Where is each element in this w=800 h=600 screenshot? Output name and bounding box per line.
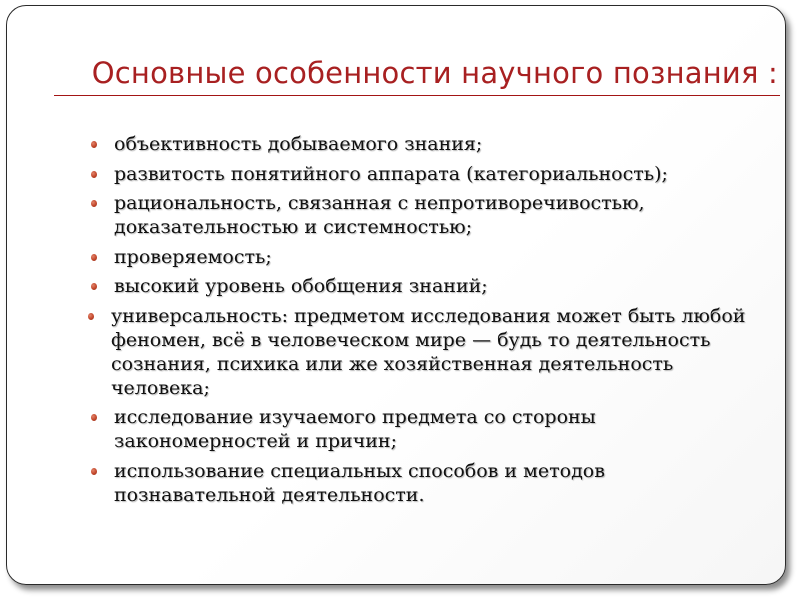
bullet-dot-icon <box>91 141 97 148</box>
bullet-item <box>86 132 776 156</box>
bullet-text: универсальность: предметом исследования может быть любой феномен, всё в человеческом мире — будь то деятельность сознания, психика или же хозяйственная деятельность человека; <box>111 304 746 399</box>
bullet-text: высокий уровень обобщения знаний; <box>114 275 488 297</box>
bullet-item <box>86 304 776 400</box>
slide-title: Основные особенности научного познания : <box>91 56 778 90</box>
bullet-dot-icon <box>91 254 97 261</box>
bullet-item <box>86 245 776 269</box>
bullet-dot-icon <box>91 468 97 475</box>
bullet-text: проверяемость; <box>114 245 272 268</box>
bullet-text: объективность добываемого знания; <box>114 133 483 155</box>
bullet-list <box>86 132 776 512</box>
bullet-text: развитость понятийного аппарата (категориальность); <box>114 162 668 185</box>
bullet-text: использование специальных способов и методов познавательной деятельности. <box>114 459 605 506</box>
title-underline <box>54 55 780 96</box>
bullet-text: рациональность, связанная с непротиворечивостью, доказательностью и системностью; <box>114 192 645 238</box>
bullet-item <box>86 405 776 453</box>
bullet-dot-icon <box>88 313 94 320</box>
bullet-dot-icon <box>91 283 97 290</box>
bullet-item <box>86 162 776 186</box>
bullet-item <box>86 459 776 507</box>
bullet-dot-icon <box>91 200 97 207</box>
bullet-dot-icon <box>91 414 97 421</box>
bullet-item <box>86 191 776 239</box>
bullet-dot-icon <box>91 171 97 178</box>
bullet-text: исследование изучаемого предмета со стороны закономерностей и причин; <box>114 406 596 452</box>
bullet-item <box>86 274 776 298</box>
